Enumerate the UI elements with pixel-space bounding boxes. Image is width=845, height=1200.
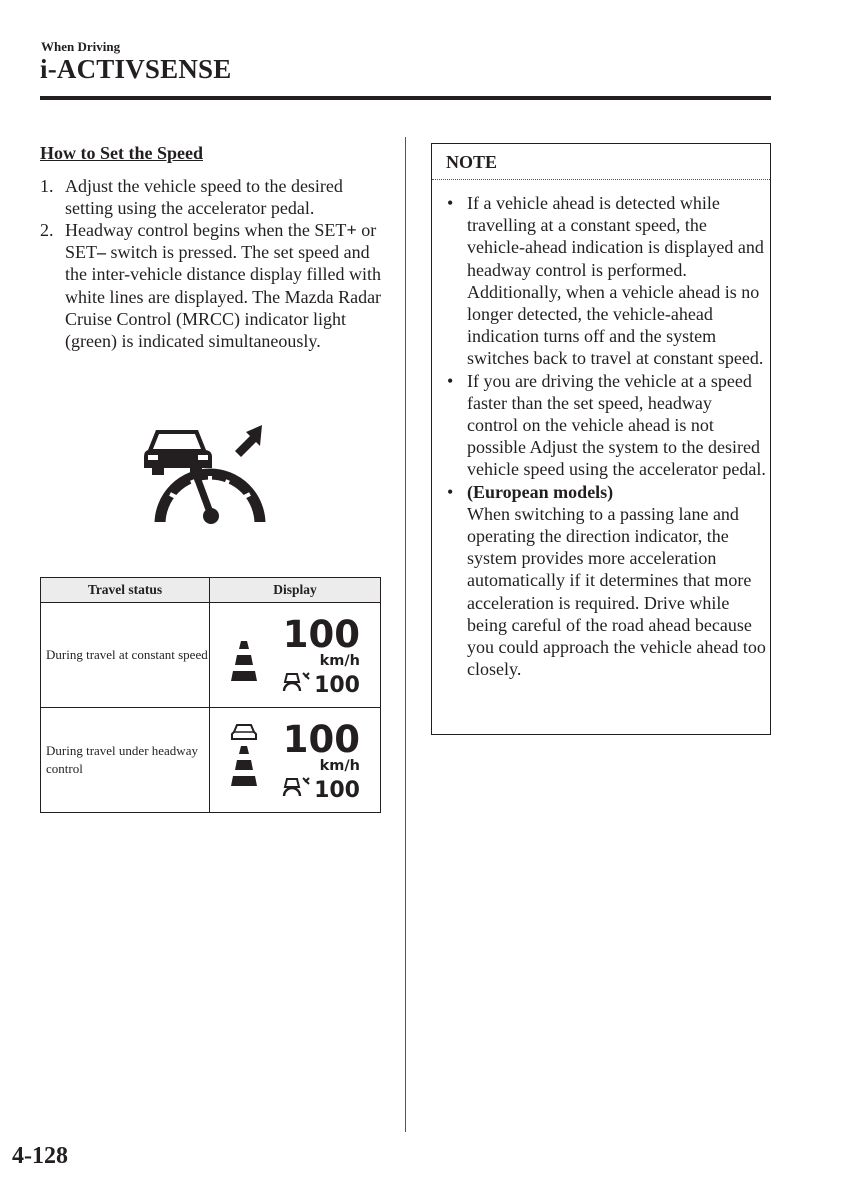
bullet-icon: • — [447, 370, 454, 391]
set-speed: 100 — [314, 673, 360, 698]
header-rule — [40, 96, 771, 100]
step-number: 1. — [40, 176, 54, 196]
note-item — [445, 481, 767, 681]
note-text: If you are driving the vehicle at a speed faster than the set speed, headway control on the vehicle ahead is not possible Adjust the system to the desired vehicle speed using the accelerator pedal. — [467, 370, 766, 480]
cruise-display-headway-control — [210, 708, 380, 807]
note-box — [431, 143, 771, 735]
note-header — [432, 144, 770, 180]
step-text-b: or SET — [65, 220, 377, 263]
travel-status-table — [40, 577, 381, 813]
speed-unit: km/h — [319, 758, 360, 774]
mrcc-indicator-icon — [140, 420, 268, 530]
note-title: NOTE — [446, 152, 498, 172]
column-header: Display — [210, 578, 381, 603]
set-plus-symbol: + — [346, 220, 357, 240]
table-header-row — [41, 578, 381, 603]
speed-unit: km/h — [319, 653, 360, 669]
step-text-c: switch is pressed. The set speed and the inter-vehicle distance display filled with white lines are displayed. The Mazda Radar Cruise Control (MRCC) indicator light (green) is indicated simultaneously. — [65, 242, 382, 352]
set-minus-symbol: – — [97, 242, 107, 263]
column-divider — [405, 137, 406, 1132]
note-item-title: (European models) — [467, 481, 614, 502]
step-number: 2. — [40, 220, 54, 240]
note-list — [445, 192, 767, 680]
table-row — [41, 603, 381, 708]
current-speed: 100 — [282, 613, 360, 656]
note-item — [445, 370, 767, 481]
note-item — [445, 192, 767, 370]
current-speed: 100 — [282, 718, 360, 761]
step-text — [65, 219, 390, 352]
travel-status-cell: During travel at constant speed — [41, 603, 210, 708]
vehicle-ahead-icon — [232, 725, 256, 739]
bullet-icon: • — [447, 193, 454, 213]
note-text: If a vehicle ahead is detected while travelling at a constant speed, the vehicle-ahead indication is displayed and headway control is performed. Additionally, when a vehicle ahead is no longer detected, the vehicle-ahead indication turns off and the system switches back to travel at constant speed. — [467, 193, 764, 369]
mrcc-small-icon — [284, 778, 309, 796]
note-text: When switching to a passing lane and operating the direction indicator, the system provides more acceleration automatically if it determines that more acceleration is required. Drive while being careful of the road ahead because you could approach the vehicle ahead too closely. — [467, 503, 766, 680]
subsection-heading: How to Set the Speed — [40, 143, 203, 163]
cruise-display-constant-speed — [210, 603, 380, 702]
step-2 — [40, 219, 390, 352]
display-cell — [210, 708, 381, 813]
step-text: Adjust the vehicle speed to the desired setting using the accelerator pedal. — [65, 176, 343, 219]
step-text-a: Headway control begins when the SET — [65, 220, 347, 240]
bullet-icon: • — [447, 481, 454, 502]
step-1 — [40, 175, 390, 219]
mrcc-small-icon — [284, 673, 309, 691]
set-speed: 100 — [314, 778, 360, 803]
display-cell — [210, 603, 381, 708]
chapter-title: i-ACTIVSENSE — [40, 54, 232, 84]
table-row — [41, 708, 381, 813]
travel-status-cell: During travel under headway control — [41, 708, 210, 813]
page-number: 4-128 — [12, 1143, 68, 1169]
section-label: When Driving — [41, 39, 121, 54]
column-header: Travel status — [41, 578, 210, 603]
